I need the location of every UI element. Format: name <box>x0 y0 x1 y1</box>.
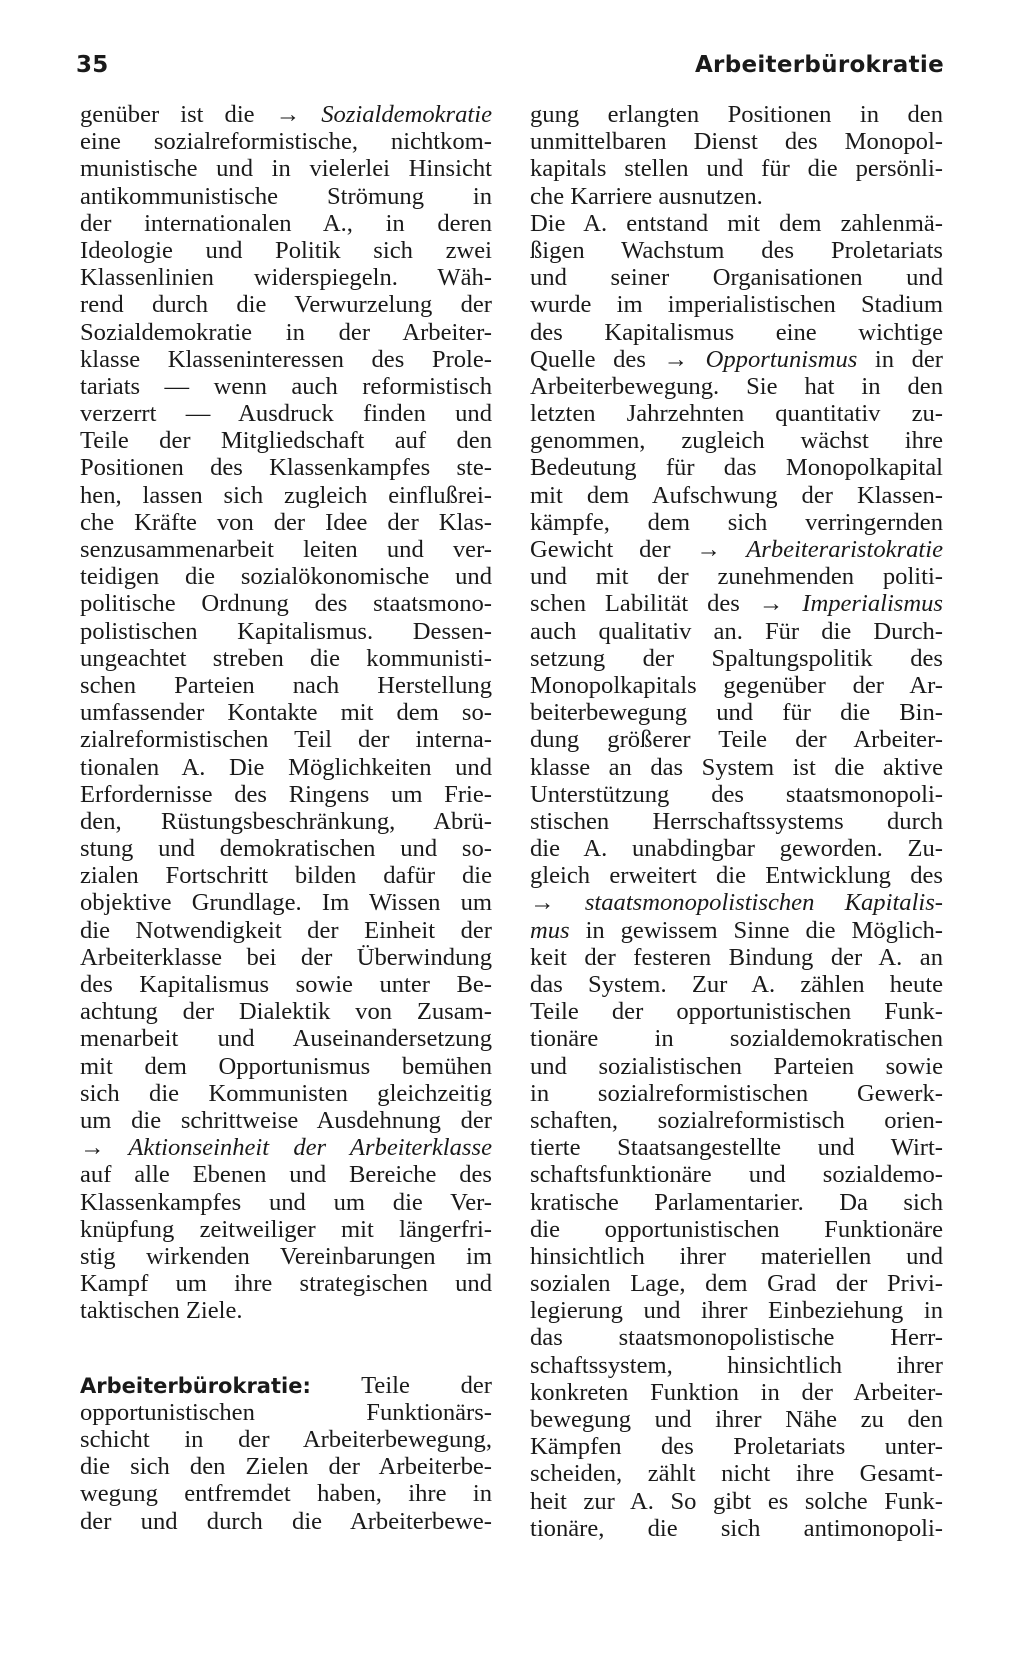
text-line <box>80 835 492 862</box>
text-line <box>80 754 492 781</box>
running-title: Arbeiterbürokratie <box>694 52 944 78</box>
line-text: taktischen Ziele. <box>80 1297 243 1325</box>
text-line <box>530 1488 943 1515</box>
line-text: stischen Herrschaftssystems durch <box>530 807 943 835</box>
text-line <box>80 590 492 617</box>
line-text: senzusammenarbeit leiten und ver- <box>80 536 492 563</box>
line-text: gung erlangten Positionen in den <box>530 101 943 128</box>
text-line <box>530 862 943 889</box>
text-line <box>530 454 943 481</box>
text-line <box>530 482 943 509</box>
line-text: tionalen A. Die Möglichkeiten und <box>80 753 492 781</box>
line-text: Teile der Mitgliedschaft auf den <box>80 427 492 455</box>
line-text: auf alle Ebenen und Bereiche des <box>80 1161 492 1189</box>
text-line <box>530 1324 943 1351</box>
text-line <box>530 1107 943 1134</box>
text-line <box>530 264 943 291</box>
line-text: dung größerer Teile der Arbeiter- <box>530 726 943 754</box>
text-line <box>530 699 943 726</box>
text-line <box>530 781 943 808</box>
text-line <box>80 1161 492 1188</box>
line-text: mit dem Opportunismus bemühen <box>80 1052 492 1080</box>
text-line <box>530 101 943 128</box>
line-text: konkreten Funktion in der Arbeiter- <box>530 1378 943 1406</box>
cross-reference: → staatsmonopolistischen Kapitalis- <box>530 889 943 917</box>
text-line <box>80 1508 492 1535</box>
line-text: schaften, sozialreformistisch orien- <box>530 1106 943 1134</box>
text-line <box>80 237 492 264</box>
text-line <box>80 862 492 889</box>
entry-lines <box>80 1399 492 1535</box>
cross-reference: → Imperialismus <box>758 590 943 618</box>
line-text: ßigen Wachstum des Proletariats <box>530 236 943 264</box>
entry-first-line-text: Teile der <box>310 1371 492 1399</box>
line-text: tariats — wenn auch reformistisch <box>80 372 492 400</box>
line-text: legierung und ihrer Einbeziehung in <box>530 1297 943 1325</box>
line-text: polistischen Kapitalismus. Dessen- <box>80 617 492 645</box>
line-text: wegung entfremdet haben, ihre in <box>80 1480 492 1508</box>
text-line <box>80 971 492 998</box>
cross-reference: → Sozialdemokratie <box>275 101 492 128</box>
cross-reference: → Aktionseinheit der Arbeiterklasse <box>80 1134 492 1162</box>
line-text: stig wirkenden Vereinbarungen im <box>80 1242 492 1270</box>
text-line <box>80 400 492 427</box>
line-text: schen Parteien nach Herstellung <box>80 671 492 699</box>
line-text: hinsichtlich ihrer materiellen und <box>530 1242 943 1270</box>
text-line <box>530 754 943 781</box>
cross-reference: → Arbeiteraristokratie <box>696 536 943 563</box>
line-text: den, Rüstungsbeschränkung, Abrü- <box>80 807 492 835</box>
text-line <box>80 781 492 808</box>
text-line <box>530 563 943 590</box>
text-line <box>80 726 492 753</box>
line-text: in sozialreformistischen Gewerk- <box>530 1079 943 1107</box>
page-number: 35 <box>76 52 109 78</box>
line-text: genommen, zugleich wächst ihre <box>530 427 943 455</box>
text-line <box>530 1243 943 1270</box>
line-text: Arbeiterbewegung. Sie hat in den <box>530 372 943 400</box>
text-line <box>80 1216 492 1243</box>
line-text: scheiden, zählt nicht ihre Gesamt- <box>530 1460 943 1488</box>
text-line <box>80 618 492 645</box>
text-line <box>80 155 492 182</box>
line-text: heit zur A. So gibt es solche Funk- <box>530 1487 943 1515</box>
text-line <box>80 101 492 128</box>
text-line <box>530 645 943 672</box>
line-text: stung und demokratischen und so- <box>80 835 492 863</box>
line-text: wurde im imperialistischen Stadium <box>530 291 943 319</box>
text-line <box>530 536 943 563</box>
text-line <box>530 1379 943 1406</box>
text-line <box>530 672 943 699</box>
right-column <box>530 101 943 1542</box>
line-text: verzerrt — Ausdruck finden und <box>80 400 492 428</box>
left-column <box>80 101 492 1535</box>
text-line <box>80 1025 492 1052</box>
text-line <box>530 998 943 1025</box>
line-text: Bedeutung für das Monopolkapital <box>530 454 943 482</box>
line-text: sozialen Lage, dem Grad der Privi- <box>530 1270 943 1298</box>
text-line <box>80 1189 492 1216</box>
line-text: Teile der opportunistischen Funk- <box>530 998 943 1026</box>
line-text: zialreformistischen Teil der interna- <box>80 726 492 754</box>
text-line <box>80 672 492 699</box>
line-text: zialen Fortschritt bilden dafür die <box>80 862 492 890</box>
text-line <box>80 563 492 590</box>
paragraph-gap <box>80 1324 492 1351</box>
text-line <box>530 1134 943 1161</box>
text-line <box>530 1352 943 1379</box>
text-line <box>80 1453 492 1480</box>
text-line <box>530 1080 943 1107</box>
line-text: munistische und in vielerlei Hinsicht <box>80 155 492 183</box>
right-column-lines <box>530 101 943 1542</box>
line-text: Monopolkapitals gegenüber der Ar- <box>530 671 943 699</box>
text-line <box>530 1161 943 1188</box>
text-line <box>80 291 492 318</box>
line-text: die opportunistischen Funktionäre <box>530 1215 943 1243</box>
text-line <box>80 319 492 346</box>
left-column-lines <box>80 101 492 1324</box>
text-line <box>530 427 943 454</box>
text-line <box>80 1480 492 1507</box>
line-text: auch qualitativ an. Für die Durch- <box>530 617 943 645</box>
line-text: Ideologie und Politik sich zwei <box>80 236 492 264</box>
line-text: Klassenkampfes und um die Ver- <box>80 1188 492 1216</box>
line-text: antikommunistische Strömung in <box>80 182 492 210</box>
line-text: che Kräfte von der Idee der Klas- <box>80 508 492 536</box>
line-text: Kämpfen des Proletariats unter- <box>530 1433 943 1461</box>
text-line <box>530 319 943 346</box>
text-line <box>530 237 943 264</box>
entry-first-line <box>80 1372 492 1399</box>
line-text: kratische Parlamentarier. Da sich <box>530 1188 943 1216</box>
line-text: das System. Zur A. zählen heute <box>530 971 943 998</box>
text-line <box>530 590 943 617</box>
line-text: Gewicht der <box>530 536 697 563</box>
line-text: kämpfe, dem sich verringernden <box>530 508 943 536</box>
text-line <box>530 917 943 944</box>
line-text: Positionen des Klassenkampfes ste- <box>80 454 492 482</box>
text-line <box>530 726 943 753</box>
line-text: die sich den Zielen der Arbeiterbe- <box>80 1453 492 1481</box>
line-text: und seiner Organisationen und <box>530 264 943 292</box>
line-text: Die A. entstand mit dem zahlenmä- <box>530 209 943 237</box>
line-text: rend durch die Verwurzelung der <box>80 291 492 319</box>
line-text: Sozialdemokratie in der Arbeiter- <box>80 318 492 346</box>
line-text: achtung der Dialektik von Zusam- <box>80 998 492 1026</box>
text-line <box>80 808 492 835</box>
text-line <box>80 482 492 509</box>
text-line <box>80 1134 492 1161</box>
line-text: das staatsmonopolistische Herr- <box>530 1324 943 1352</box>
line-text: ungeachtet streben die kommunisti- <box>80 644 492 672</box>
text-line <box>80 536 492 563</box>
line-text: bewegung und ihrer Nähe zu den <box>530 1406 943 1433</box>
text-line <box>530 971 943 998</box>
line-text: des Kapitalismus eine wichtige <box>530 318 943 346</box>
text-line <box>530 1025 943 1052</box>
text-line <box>530 835 943 862</box>
line-text: tierte Staatsangestellte und Wirt- <box>530 1134 943 1162</box>
text-line <box>530 1433 943 1460</box>
line-text: Klassenlinien widerspiegeln. Wäh- <box>80 264 492 292</box>
text-line <box>530 618 943 645</box>
line-text: kapitals stellen und für die persönli- <box>530 155 943 183</box>
line-text: und mit der zunehmenden politi- <box>530 563 943 591</box>
line-text: in der <box>857 345 943 373</box>
line-text: Arbeiterklasse bei der Überwindung <box>80 943 492 971</box>
line-text: unmittelbaren Dienst des Monopol- <box>530 128 943 156</box>
line-text: menarbeit und Auseinandersetzung <box>80 1025 492 1053</box>
cross-reference: → Opportunismus <box>663 345 858 373</box>
text-line <box>80 1399 492 1426</box>
line-text: schen Labilität des <box>530 590 759 618</box>
text-line <box>530 400 943 427</box>
text-line <box>80 373 492 400</box>
line-text: klasse Klasseninteressen des Prole- <box>80 345 492 373</box>
line-text: umfassender Kontakte mit dem so- <box>80 699 492 727</box>
text-line <box>530 944 943 971</box>
line-text: Quelle des <box>530 345 664 373</box>
text-line <box>530 346 943 373</box>
text-line <box>530 210 943 237</box>
line-text: mit dem Aufschwung der Klassen- <box>530 481 943 509</box>
text-line <box>80 346 492 373</box>
line-text: che Karriere ausnutzen. <box>530 182 763 210</box>
text-line <box>80 210 492 237</box>
text-line <box>80 944 492 971</box>
text-line <box>80 264 492 291</box>
line-text: opportunistischen Funktionärs- <box>80 1398 492 1426</box>
paragraph-gap <box>80 1352 492 1372</box>
dictionary-entry <box>80 1372 492 1535</box>
text-line <box>80 1426 492 1453</box>
text-line <box>80 645 492 672</box>
line-text: knüpfung zeitweiliger mit längerfri- <box>80 1215 492 1243</box>
line-text: schaftsfunktionäre und sozialdemo- <box>530 1161 943 1189</box>
line-text: genüber ist die <box>80 101 276 128</box>
text-line <box>530 155 943 182</box>
line-text: setzung der Spaltungspolitik des <box>530 644 943 672</box>
line-text: tionäre, die sich antimonopoli- <box>530 1514 943 1542</box>
line-text: beiterbewegung und für die Bin- <box>530 699 943 727</box>
text-line <box>80 1270 492 1297</box>
text-line <box>80 1297 492 1324</box>
text-line <box>530 1053 943 1080</box>
text-line <box>80 889 492 916</box>
text-line <box>80 1107 492 1134</box>
text-line <box>530 1460 943 1487</box>
line-text: hen, lassen sich zugleich einflußrei- <box>80 481 492 509</box>
entry-heading: Arbeiterbürokratie: <box>80 1373 311 1398</box>
text-line <box>530 1216 943 1243</box>
text-line <box>80 699 492 726</box>
line-text: letzten Jahrzehnten quantitativ zu- <box>530 400 943 428</box>
text-line <box>80 917 492 944</box>
text-line <box>80 1243 492 1270</box>
text-line <box>80 427 492 454</box>
text-line <box>80 128 492 155</box>
line-text: in gewissem Sinne die Möglich- <box>569 916 943 944</box>
line-text: keit der festeren Bindung der A. an <box>530 943 943 971</box>
line-text: sich die Kommunisten gleichzeitig <box>80 1079 492 1107</box>
text-line <box>530 808 943 835</box>
line-text: die Notwendigkeit der Einheit der <box>80 916 492 944</box>
text-line <box>530 1515 943 1542</box>
line-text: teidigen die sozialökonomische und <box>80 563 492 591</box>
text-line <box>530 1270 943 1297</box>
line-text: Unterstützung des staatsmonopoli- <box>530 780 943 808</box>
text-line <box>530 1406 943 1433</box>
text-line <box>530 509 943 536</box>
line-text: schicht in der Arbeiterbewegung, <box>80 1426 492 1453</box>
text-line <box>530 373 943 400</box>
line-text: der internationalen A., in deren <box>80 209 492 237</box>
line-text: Kampf um ihre strategischen und <box>80 1270 492 1298</box>
text-line <box>80 1080 492 1107</box>
text-line <box>530 183 943 210</box>
line-text: um die schrittweise Ausdehnung der <box>80 1106 492 1134</box>
line-text: tionäre in sozialdemokratischen <box>530 1025 943 1053</box>
line-text: politische Ordnung des staatsmono- <box>80 590 492 618</box>
text-line <box>530 291 943 318</box>
line-text: eine sozialreformistische, nichtkom- <box>80 128 492 156</box>
line-text: des Kapitalismus sowie unter Be- <box>80 971 492 998</box>
line-text: der und durch die Arbeiterbewe- <box>80 1507 492 1535</box>
line-text: gleich erweitert die Entwicklung des <box>530 862 943 890</box>
text-line <box>80 998 492 1025</box>
line-text: objektive Grundlage. Im Wissen um <box>80 889 492 917</box>
line-text: Erfordernisse des Ringens um Frie- <box>80 780 492 808</box>
text-line <box>530 1189 943 1216</box>
line-text: schaftssystem, hinsichtlich ihrer <box>530 1351 943 1379</box>
line-text: die A. unabdingbar geworden. Zu- <box>530 835 943 863</box>
text-line <box>80 454 492 481</box>
text-line <box>80 509 492 536</box>
line-text: und sozialistischen Parteien sowie <box>530 1052 943 1080</box>
text-line <box>530 889 943 916</box>
line-text: klasse an das System ist die aktive <box>530 753 943 781</box>
text-line <box>530 128 943 155</box>
text-line <box>530 1297 943 1324</box>
text-line <box>80 183 492 210</box>
cross-reference: mus <box>530 916 570 944</box>
text-line <box>80 1053 492 1080</box>
